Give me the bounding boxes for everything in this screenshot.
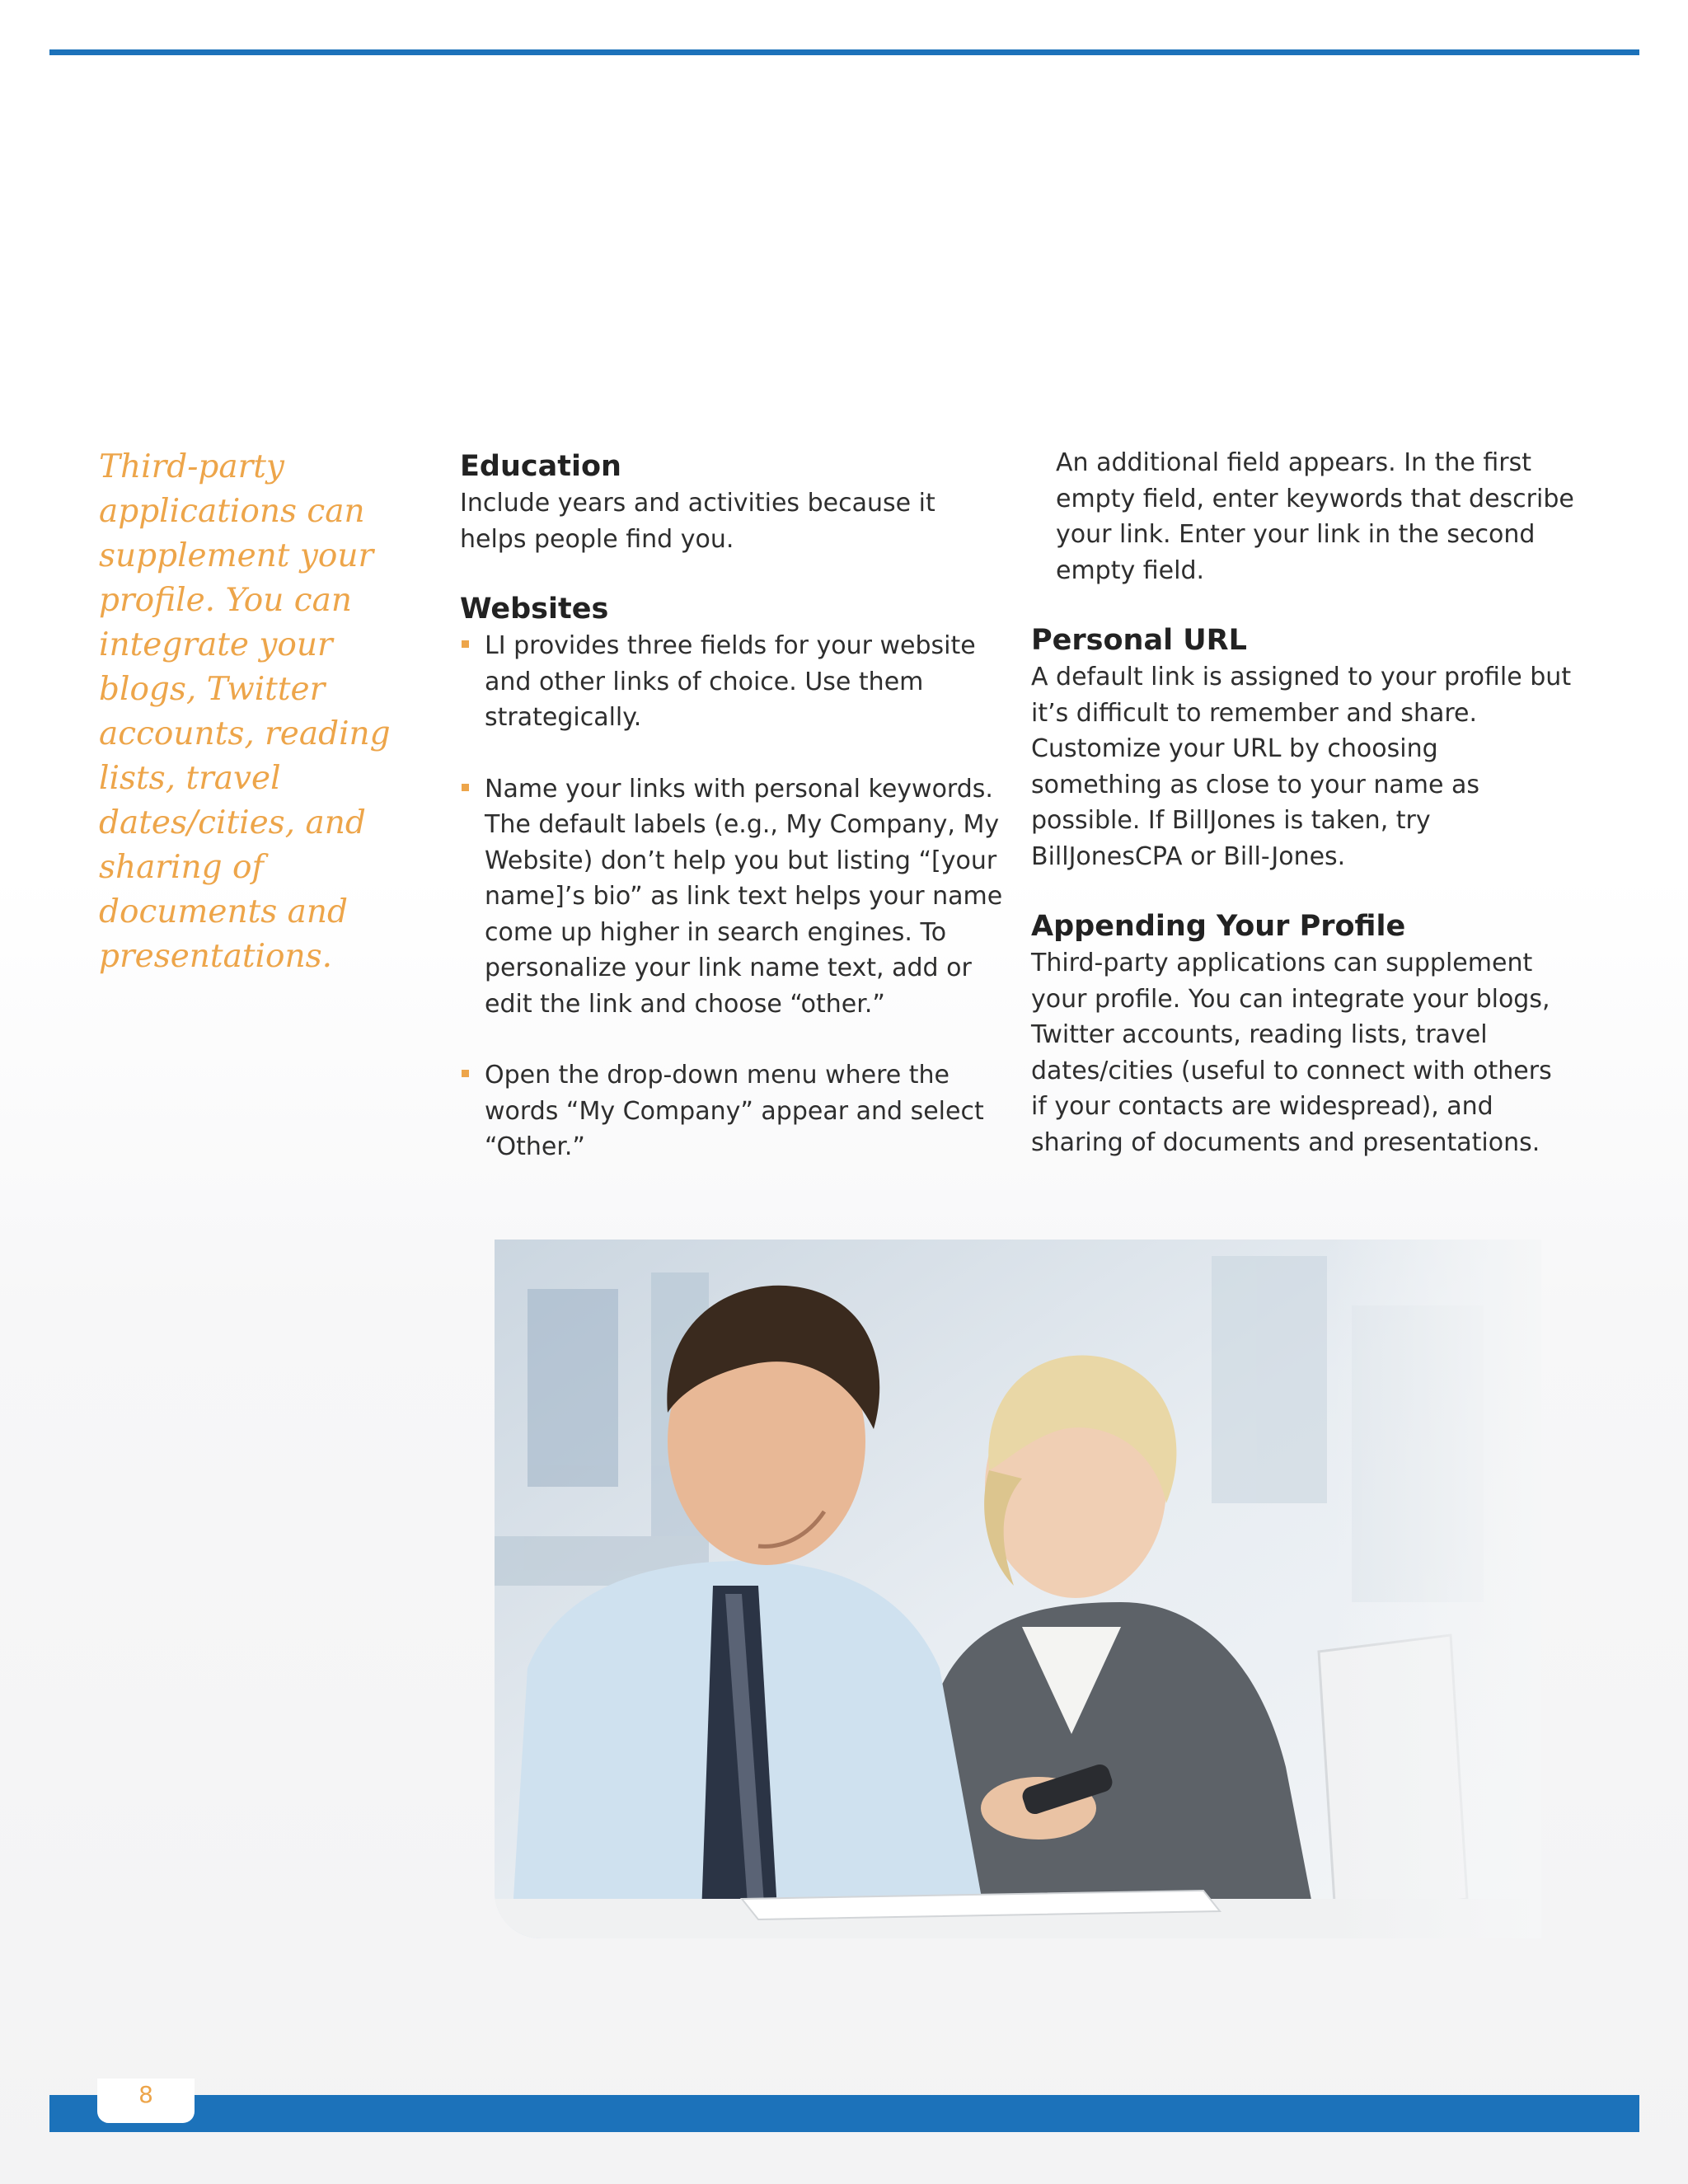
bullet-square-icon [462, 1070, 469, 1077]
bullet-text: Name your links with personal keywords. The default labels (e.g., My Company, My Website) don’t help you but listing “[your name]’s bio” as link text helps your name come up higher in search engines. To personalize your link name text, add or edit the link and choose “other.” [485, 774, 1003, 1019]
websites-heading: Websites [460, 593, 609, 626]
education-heading: Education [460, 450, 621, 483]
personal-url-body: A default link is assigned to your profile but it’s difficult to remember and share. Customize your URL by choosing something as close to your name as possible. If BillJones is taken, try BillJonesCPA or Bill-Jones. [1031, 663, 1572, 871]
websites-bullet-list [460, 628, 1004, 1165]
education-body: Include years and activities because it helps people find you. [460, 489, 935, 554]
list-item [460, 628, 1004, 736]
appending-profile-body: Third-party applications can supplement your profile. You can integrate your blogs, Twitter accounts, reading lists, travel dates/cities (useful to connect with others if your contacts are widespread), and sharing of documents and presentations. [1031, 949, 1552, 1157]
bullet-square-icon [462, 640, 469, 648]
bullet-square-icon [462, 784, 469, 791]
bottom-bar [49, 2095, 1639, 2132]
pull-quote: Third-party applications can supplement your profile. You can integrate your blogs, Twitter accounts, reading lists, travel dates/cities, and sharing of documents and presentations. [99, 448, 391, 975]
business-people-photo [495, 1240, 1541, 1938]
middle-column [460, 448, 1004, 1201]
personal-url-heading: Personal URL [1031, 624, 1247, 657]
appending-profile-heading: Appending Your Profile [1031, 910, 1406, 943]
top-rule [49, 49, 1639, 55]
websites-continuation: An additional field appears. In the first empty field, enter keywords that describe your link. Enter your link in the second empty field. [1056, 448, 1574, 585]
bullet-text: LI provides three fields for your website and other links of choice. Use them strategically. [485, 631, 976, 732]
section-gap [1031, 874, 1575, 907]
section-gap [460, 557, 1004, 590]
list-item [460, 771, 1004, 1023]
bullet-text: Open the drop-down menu where the words “My Company” appear and select “Other.” [485, 1061, 984, 1161]
list-item [460, 1057, 1004, 1165]
right-column [1031, 445, 1575, 1160]
page-number: 8 [97, 2079, 195, 2123]
